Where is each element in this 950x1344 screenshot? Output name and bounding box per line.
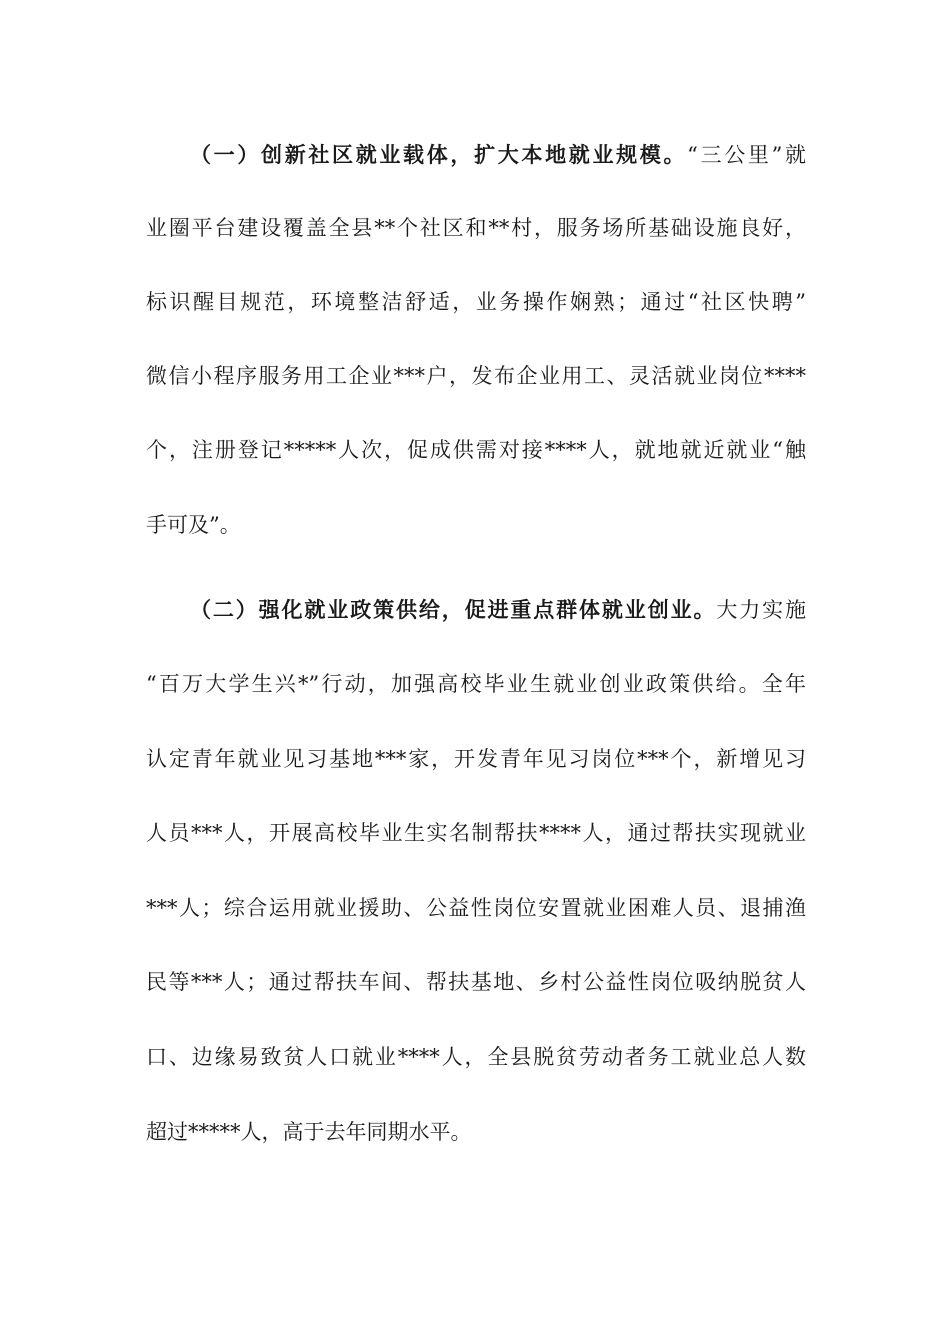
section1-text-line-4: 个，注册登记*****人次，促成供需对接****人，就地就近就业“触 — [146, 438, 806, 462]
section1-text-line-0: “三公里”就 — [687, 143, 806, 167]
section2-heading: （二）强化就业政策供给，促进重点群体就业创业。 — [190, 597, 717, 622]
section1-text-line-5: 手可及”。 — [146, 513, 241, 537]
section2-text-line-3: 人员***人，开展高校毕业生实名制帮扶****人，通过帮扶实现就业 — [146, 821, 806, 845]
section2-text-line-0: 大力实施 — [716, 598, 806, 622]
section1-text-line-2: 标识醒目规范，环境整洁舒适，业务操作娴熟；通过“社区快聘” — [146, 290, 806, 314]
section2-text-line-6: 口、边缘易致贫人口就业****人，全县脱贫劳动者务工就业总人数 — [146, 1045, 806, 1069]
section2-text-line-5: 民等***人；通过帮扶车间、帮扶基地、乡村公益性岗位吸纳脱贫人 — [146, 970, 806, 994]
section1-text-line-1: 业圈平台建设覆盖全县**个社区和**村，服务场所基础设施良好， — [146, 216, 806, 240]
section1-heading: （一）创新社区就业载体，扩大本地就业规模。 — [190, 142, 688, 167]
section2-text-line-2: 认定青年就业见习基地***家，开发青年见习岗位***个，新增见习 — [146, 747, 806, 771]
section1-first-line — [190, 140, 806, 170]
section2-first-line — [190, 595, 806, 625]
section1-text-line-3: 微信小程序服务用工企业***户，发布企业用工、灵活就业岗位**** — [146, 364, 806, 388]
section2-text-line-1: “百万大学生兴*”行动，加强高校毕业生就业创业政策供给。全年 — [146, 672, 806, 696]
section2-text-line-7: 超过*****人，高于去年同期水平。 — [146, 1120, 472, 1144]
section2-text-line-4: ***人；综合运用就业援助、公益性岗位安置就业困难人员、退捕渔 — [146, 896, 806, 920]
